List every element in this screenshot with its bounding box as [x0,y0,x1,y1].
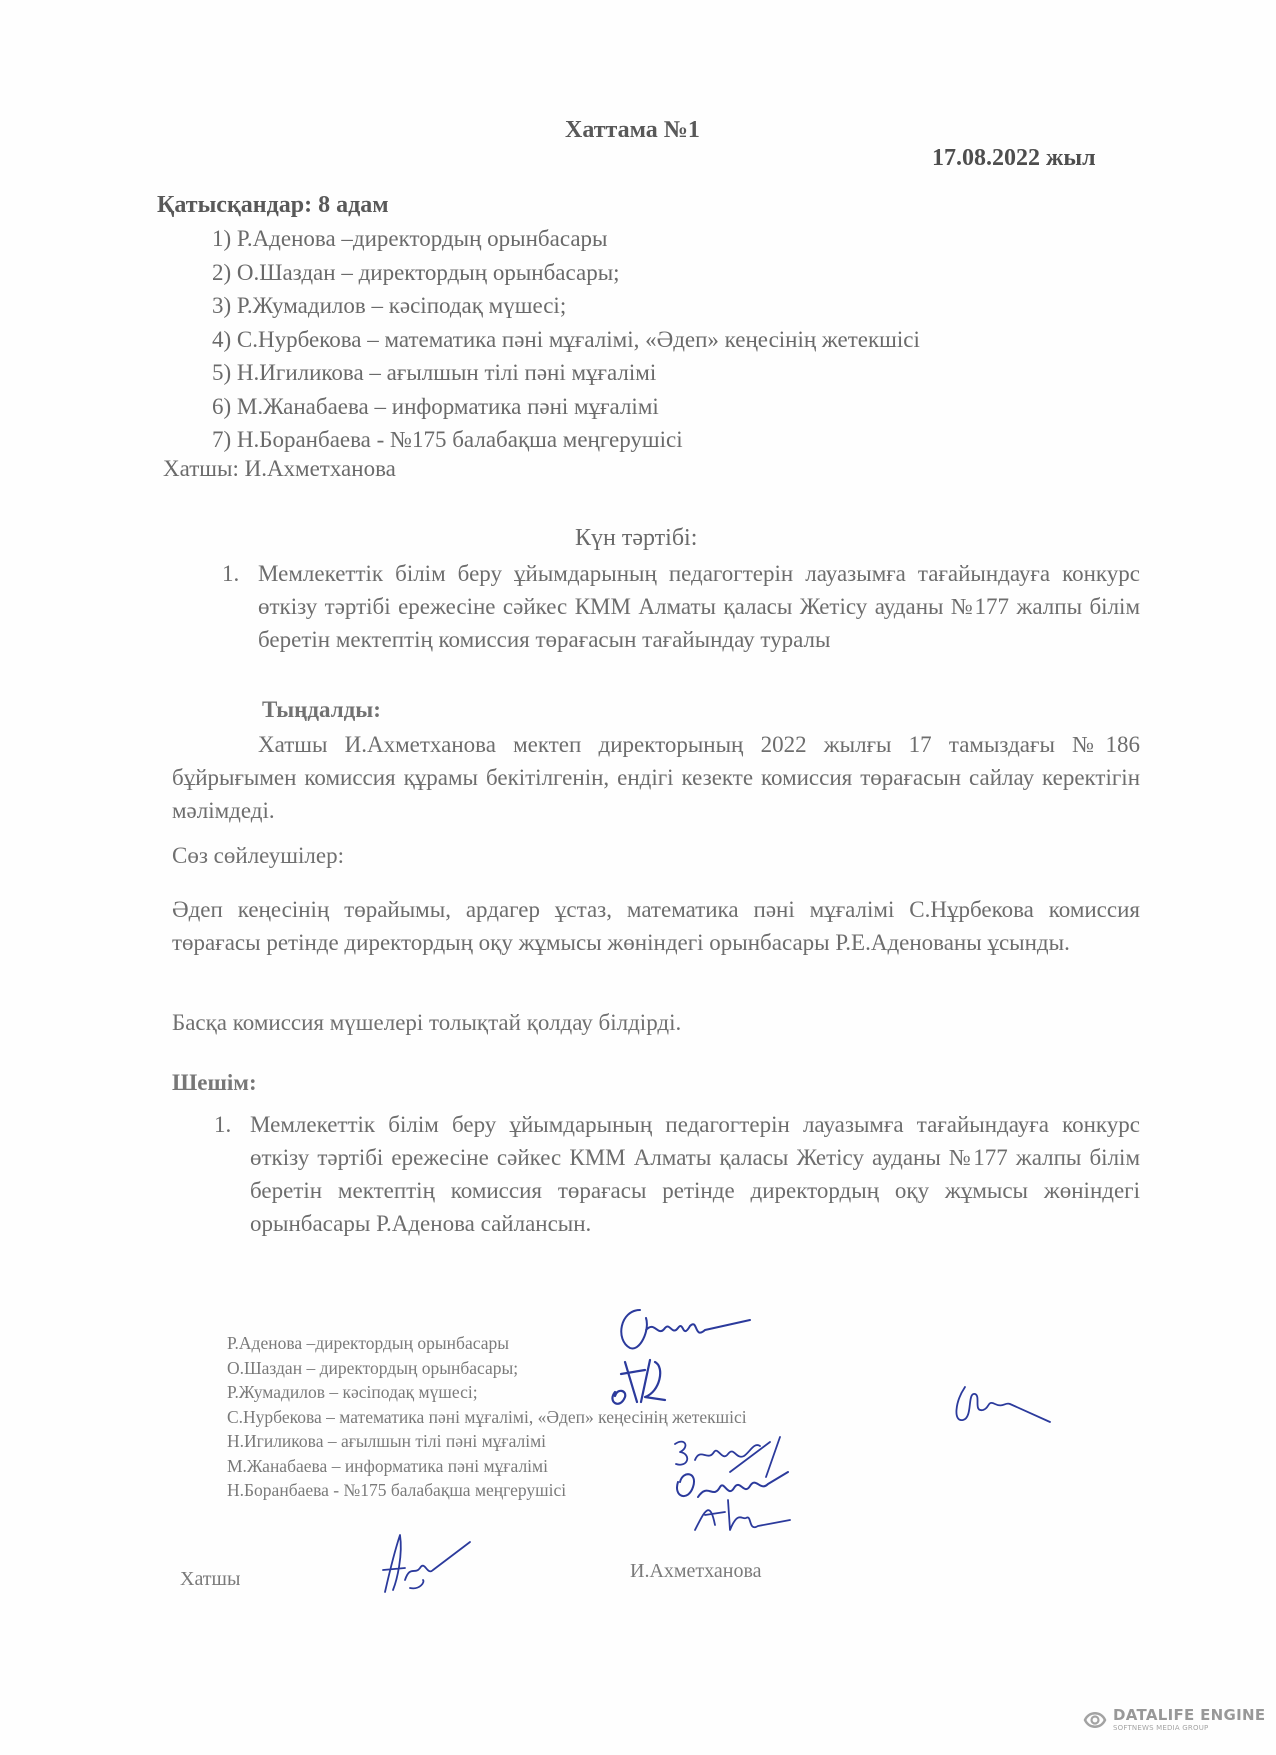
participant-item: 2) О.Шаздан – директордың орынбасары; [212,259,620,285]
support-statement: Басқа комиссия мүшелері толықтай қолдау білдірді. [172,1010,682,1035]
secretary-label: Хатшы [180,1568,241,1590]
agenda-item [222,557,1140,656]
signature-row: М.Жанабаева – информатика пәні мұғалімі [227,1455,548,1476]
participant-item: 1) Р.Аденова –директордың орынбасары [212,226,608,251]
signature-row: Р.Жумадилов – кәсіподақ мүшесі; [227,1382,478,1402]
participant-item: 5) Н.Игиликова – ағылшын тілі пәні мұғалімі [212,360,657,385]
participant-item: 7) Н.Боранбаева - №175 балабақша меңгерушісі [212,427,683,452]
document-title: Хаттама №1 [565,117,700,143]
participant-item: 4) С.Нурбекова – математика пәні мұғалімі, «Әдеп» кеңесінің жетекшісі [212,326,920,352]
decision-item-text: Мемлекеттік білім беру ұйымдарының педагогтерін лауазымға тағайындауға конкурс өткізу тәртібі ережесіне сәйкес КММ Алматы қаласы Жетісу ауданы №177 жалпы білім беретін мектептің комиссия төрағасы ретінде директордың оқу жұмысы жөніндегі орынбасары Р.Аденова сайлансын. [250,1112,1140,1236]
document-date: 17.08.2022 жыл [932,145,1096,171]
signature-secretary [365,1530,475,1600]
signature-row: С.Нурбекова – математика пәні мұғалімі, «Әдеп» кеңесінің жетекшісі [227,1406,747,1427]
participant-item: 6) М.Жанабаева – информатика пәні мұғалімі [212,393,659,419]
agenda-item-text: Мемлекеттік білім беру ұйымдарының педагогтерін лауазымға тағайындауға конкурс өткізу тәртібі ережесіне сәйкес КММ Алматы қаласы Жетісу ауданы №177 жалпы білім беретін мектептің комиссия төрағасын тағайындау туралы [258,561,1140,652]
participants-heading: Қатысқандар: 8 адам [157,192,389,218]
signature-row: Н.Игиликова – ағылшын тілі пәні мұғалімі [227,1431,547,1451]
listened-heading: Тыңдалды: [262,697,381,722]
decision-item-number: 1. [214,1112,232,1137]
signature-nurbekova [945,1382,1055,1432]
signature-shazdan [605,1352,685,1412]
participants-list [212,222,920,457]
datalife-logo-icon [1083,1709,1107,1731]
agenda-heading: Күн тәртібі: [575,525,698,551]
secretary-name: И.Ахметханова [630,1560,762,1582]
signature-row: Р.Аденова –директордың орынбасары [227,1333,509,1353]
signature-boranbaeva [690,1490,800,1540]
participant-item: 3) Р.Жумадилов – кәсіподақ мүшесі; [212,293,567,318]
watermark-name: DATALIFE ENGINE [1113,1706,1266,1724]
watermark-subtitle: SOFTNEWS MEDIA GROUP [1113,1724,1209,1732]
signature-row: Н.Боранбаева - №175 балабақша меңгерушісі [227,1480,567,1500]
secretary-line: Хатшы: И.Ахметханова [163,456,396,481]
decision-heading: Шешім: [172,1070,257,1095]
speakers-paragraph: Әдеп кеңесінің төрайымы, ардагер ұстаз, математика пәні мұғалімі С.Нұрбекова комиссия төрағасы ретінде директордың оқу жұмысы жөніндегі орынбасары Р.Е.Аденованы ұсынды. [172,897,1140,955]
signature-row: О.Шаздан – директордың орынбасары; [227,1357,519,1378]
signature-adenova [610,1300,760,1360]
agenda-item-number: 1. [222,561,240,586]
watermark [1083,1708,1265,1732]
speakers-heading: Сөз сөйлеушілер: [172,843,344,868]
listened-paragraph: Хатшы И.Ахметханова мектеп директорының 2022 жылғы 17 тамыздағы №186 бұйрығымен комиссия құрамы бекітілгенін, ендігі кезекте комиссия төрағасын сайлау керектігін мәлімдеді. [172,732,1140,823]
decision-item [214,1108,1140,1240]
